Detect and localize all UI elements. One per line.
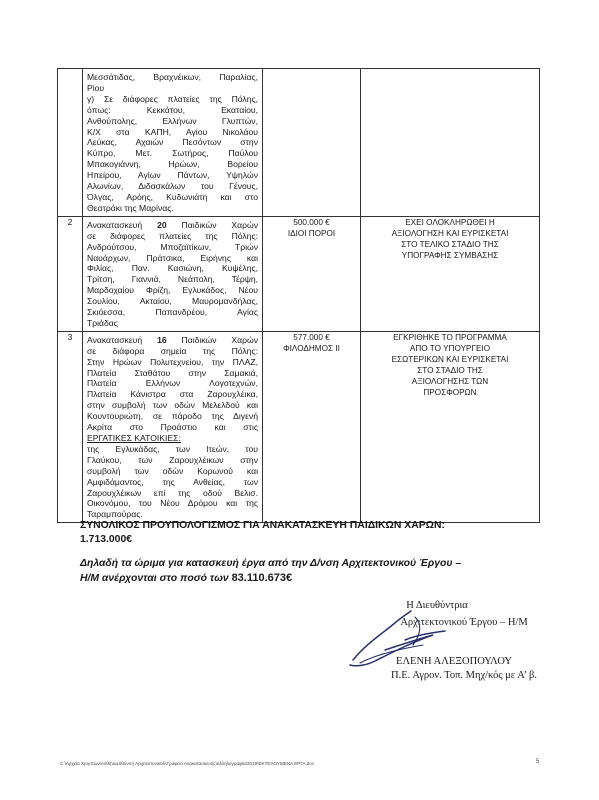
description-line: Ανακατασκευή 20 Παιδικών Χαρών (87, 219, 258, 230)
signatory-role: Π.Ε. Αγρον. Τοπ. Μηχ/κός με Α’ β. (391, 670, 537, 681)
status-line: ΕΧΕΙ ΟΛΟΚΛΗΡΩΘΕΙ Η (405, 217, 495, 227)
table-row (58, 69, 540, 217)
description-line: Ανακατασκευή 16 Παιδικών Χαρών (87, 334, 258, 345)
mature-projects-line1: Δηλαδή τα ώριμα για κατασκευή έργα από την Δ/νση Αρχιτεκτονικού Έργου – (80, 558, 462, 569)
description-line: Αλωνίων, Διδασκάλων του Γένους, (87, 181, 258, 192)
budget-cell (263, 216, 361, 331)
description-line: Ζαρουχλέικων επί της οδού Βελισ. (87, 487, 258, 498)
status-line: ΑΠΟ ΤΟ ΥΠΟΥΡΓΕΙΟ (409, 343, 491, 353)
description-line: σε διάφορες πλατείες της Πόλης: (87, 230, 258, 241)
description-line: Ανθούπολης, Ελλήνων Γλυπτών, (87, 115, 258, 126)
description-line: Ταραμπούρας. (87, 509, 143, 520)
description-line: Κύπρο, Μετ. Σωτήρος, Παύλου (87, 148, 258, 159)
description-line: γ) Σε διάφορες πλατείες της Πόλης, (87, 93, 258, 104)
description-line: Θεατράκι της Μαρίνας. (87, 202, 174, 213)
total-budget-block (80, 519, 540, 547)
description-line: Λεύκας, Αχαιών Πεσόντων στην (87, 137, 258, 148)
description-line: Ηπείρου, Αγίων Πάντων, Υψηλών (87, 170, 258, 181)
budget-line: ΦΙΛΟΔΗΜΟΣ ΙΙ (283, 343, 340, 353)
description-line: Όλγας, Αρόης, Κυδωνιάτη και στο (87, 191, 258, 202)
description-line: σε διάφορα σημεία της Πόλης: (87, 345, 258, 356)
signatory-department: Αρχιτεκτονικού Έργου – Η/Μ (400, 617, 528, 628)
description-line: Ρίου (87, 82, 105, 93)
description-line: Γλαύκου, των Ζαρουχλέικων στην (87, 454, 258, 465)
budget-cell (263, 69, 361, 217)
status-line: ΣΤΟ ΣΤΑΔΙΟ ΤΗΣ (417, 365, 483, 375)
status-line: ΑΞΙΟΛΟΓΗΣΗΣ ΤΩΝ (411, 376, 489, 386)
status-cell (361, 69, 540, 217)
description-line: ΕΡΓΑΤΙΚΕΣ ΚΑΤΟΙΚΙΕΣ: (87, 433, 181, 443)
mature-projects-amount: 83.110.673€ (231, 572, 293, 584)
description-line: Μεσσάτιδας, Βραχνέικων, Παραλίας, (87, 72, 258, 82)
description-cell (83, 331, 263, 522)
budget-line: 577.000 € (293, 332, 330, 342)
status-line: ΕΣΩΤΕΡΙΚΩΝ ΚΑΙ ΕΥΡΙΣΚΕΤΑΙ (391, 354, 509, 364)
total-budget-amount: 1.713.000€ (80, 534, 133, 545)
signatory-name: ΕΛΕΝΗ ΑΛΕΞΟΠΟΥΛΟΥ (396, 656, 512, 667)
row-number-cell (58, 69, 83, 217)
description-line: Πλατεία Ελλήνων Λογοτεχνών, (87, 378, 258, 389)
description-line: Μπακογιάννη, Ηρώων, Βορείου (87, 159, 258, 170)
mature-projects-text: Η/Μ ανέρχονται στο ποσό των (80, 573, 232, 584)
description-line: της Εγλυκάδας, των Ιτεών, του (87, 443, 258, 454)
total-budget-heading: ΣΥΝΟΛΙΚΟΣ ΠΡΟΥΠΟΛΟΓΙΣΜΟΣ ΓΙΑ ΑΝΑΚΑΤΑΣΚΕΥΗ ΠΑΙΔΙΚΩΝ ΧΑΡΩΝ: (80, 520, 445, 531)
description-line: Τριάδας (87, 317, 118, 328)
row-number-cell: 3 (58, 331, 83, 522)
footer-file-path: C:\Αρχεία Χρηστών\Ανθή\Διεύθυνση Αρχιτεκτονικού\Γραφείο Ανακατασκευής\αλληλογραφία\2019\ΕΚΤΕΛΟΥΜΕΝΑ ΕΡΓΑ.doc (60, 761, 315, 766)
table-row (58, 331, 540, 522)
description-line: Στην Ηρώων Πολυτεχνείου, την ΠΛΑΖ, (87, 356, 258, 367)
description-line: Σουλίου, Ακταίου, Μαυρομανδήλας, (87, 296, 258, 307)
description-cell (83, 216, 263, 331)
budget-line: 500.000 € (293, 217, 330, 227)
status-line: ΠΡΟΣΦΟΡΩΝ (423, 387, 477, 397)
status-cell (361, 216, 540, 331)
description-line: Σκιόεσσα, Παπανδρέου, Αγίας (87, 307, 258, 318)
description-cell (83, 69, 263, 217)
description-line: Τρίτση, Γιαννιά, Νεάπολη, Τέρψη, (87, 274, 258, 285)
description-line: Κουντουριώτη, σε πάροδο της Διγενή (87, 411, 258, 422)
status-line: ΑΞΙΟΛΟΓΗΣΗ ΚΑΙ ΕΥΡΙΣΚΕΤΑΙ (391, 228, 509, 238)
budget-cell (263, 331, 361, 522)
budget-line: ΙΔΙΟΙ ΠΟΡΟΙ (287, 228, 336, 238)
status-line: ΕΓΚΡΙΘΗΚΕ ΤΟ ΠΡΟΓΡΑΜΜΑ (393, 332, 507, 342)
row-number-cell: 2 (58, 216, 83, 331)
projects-table (57, 68, 540, 523)
status-line: ΥΠΟΓΡΑΦΗΣ ΣΥΜΒΑΣΗΣ (401, 250, 499, 260)
signatory-title: Η Διευθύντρια (406, 600, 468, 611)
description-line: Κ/Χ στα ΚΑΠΗ, Αγίου Νικολάου (87, 126, 258, 137)
description-line: Αμφιδάμαντος, της Ανθείας, των (87, 476, 258, 487)
status-line: ΣΤΟ ΤΕΛΙΚΟ ΣΤΑΔΙΟ ΤΗΣ (401, 239, 499, 249)
description-line: Ναυάρχων, Πράτσικα, Ειρήνης και (87, 252, 258, 263)
table-row (58, 216, 540, 331)
mature-projects-block (80, 557, 540, 586)
status-cell (361, 331, 540, 522)
description-line: Φιλίας, Παν. Κασιώνη, Κυψέλης, (87, 263, 258, 274)
description-line: Πλατεία Κάνιστρα στα Ζαρουχλέικα, (87, 389, 258, 400)
description-line: Ανδρούτσου, Μποζαϊτίκων, Τριών (87, 241, 258, 252)
description-line: Οικονόμου, του Νέου Δρόμου και της (87, 498, 258, 509)
description-line: Πλατεία Σταθάτου στην Σαμακιά, (87, 367, 258, 378)
description-line: όπως: Κεκκάτου, Εκαταίου, (87, 104, 258, 115)
description-line: συμβολή των οδών Κορωνού και (87, 465, 258, 476)
description-line: Μαρδοχαίου Φρίζη, Εγλυκάδος, Νέου (87, 285, 258, 296)
description-line: στην συμβολή των οδών Μελελδού και (87, 400, 258, 411)
mature-projects-line2 (80, 571, 540, 586)
description-line: Ακρίτα στο Προάστιο και στις (87, 422, 258, 433)
page-number: 5 (536, 759, 540, 765)
